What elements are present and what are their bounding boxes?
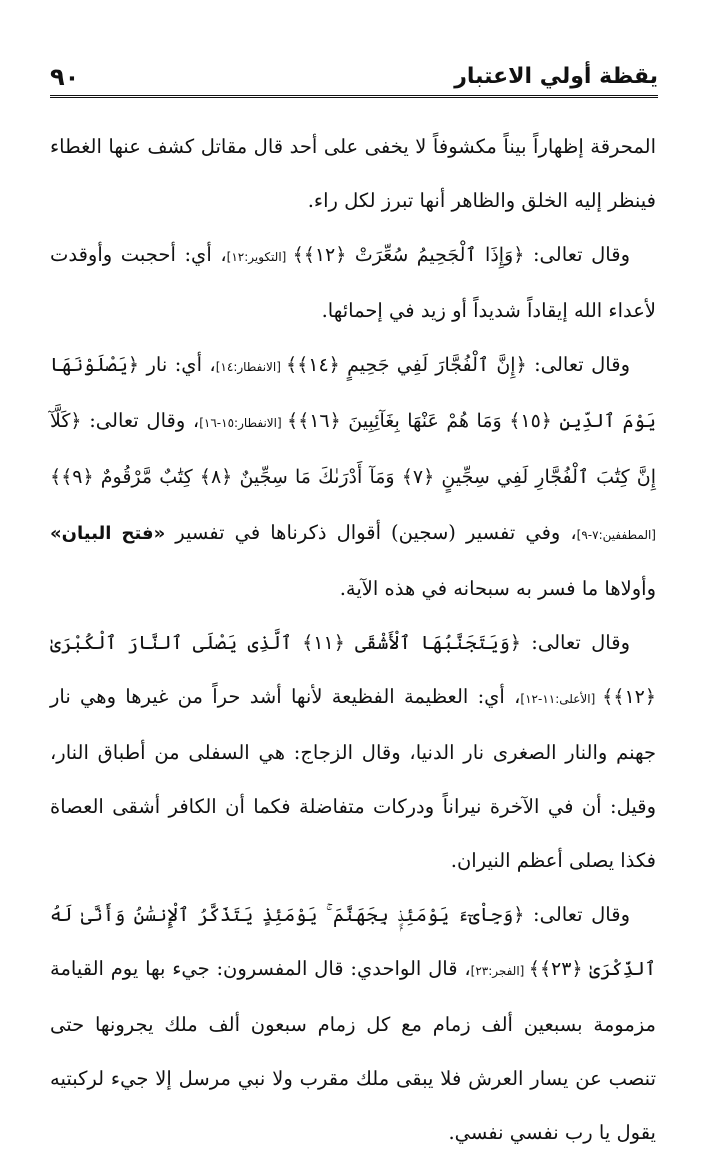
verse-reference: [الفجر:٢٣] [470, 964, 529, 978]
quran-verse: ﴿يَصْلَوْنَهَا يَوْمَ ٱلدِّينِ ﴿١٥﴾ وَمَا هُمْ عَنْهَا بِغَآئِبِينَ ﴿١٦﴾﴾ [50, 354, 657, 432]
paragraph-text: وقال تعالى: [520, 631, 630, 654]
verse-reference: [الانفطار:١٤] [215, 360, 286, 374]
body-text [50, 120, 656, 1160]
quran-verse: ﴿كَلَّآ إِنَّ كِتَٰبَ ٱلْفُجَّارِ لَفِي سِجِّينٍ ﴿٧﴾ وَمَآ أَدْرَىٰكَ مَا سِجِّينٌ ﴿٨﴾ كِتَٰبٌ مَّرْقُومٌ ﴿٩﴾﴾ [50, 410, 656, 488]
paragraph [50, 120, 656, 228]
verse-reference: [التكوير:١٢] [226, 250, 293, 264]
paragraph-text: ، وقال تعالى: [81, 409, 200, 432]
paragraph-text: ، أي: نار [139, 353, 216, 376]
paragraph-text: وأولاها ما فسر به سبحانه في هذه الآية. [339, 577, 656, 600]
verse-reference: [المطففين:٧-٩] [576, 528, 656, 542]
verse-reference: [الأعلى:١١-١٢] [520, 692, 603, 706]
paragraph [50, 616, 656, 888]
page-number: ٩٠ [50, 63, 80, 91]
quran-verse: ﴿وَإِذَا ٱلْجَحِيمُ سُعِّرَتْ ﴿١٢﴾﴾ [292, 244, 525, 266]
paragraph-text: وقال تعالى: [526, 353, 630, 376]
quran-verse: ﴿إِنَّ ٱلْفُجَّارَ لَفِي جَحِيمٍ ﴿١٤﴾﴾ [285, 354, 527, 376]
paragraph-text: ، قال الواحدي: قال المفسرون: جيء بها يوم القيامة مزمومة بسبعين ألف زمام مع كل زمام سبعون ألف ملك يجرونها حتى تنصب عن يسار العرش فلا يبقى ملك مقرب ولا نبي مرسل إلا جيء لركبتيه يقول يا رب نفسي نفسي. [50, 957, 656, 1144]
paragraph [50, 338, 656, 616]
quran-verse: ﴿وَيَتَجَنَّبُهَا ٱلْأَشْقَى ﴿١١﴾ ٱلَّذِى يَصْلَى ٱلنَّارَ ٱلْكُبْرَىٰ ﴿١٢﴾﴾ [50, 632, 656, 708]
paragraph-text: وقال تعالى: [524, 243, 630, 266]
paragraph-text: ، أي: أحجبت وأوقدت لأعداء الله إيقاداً شديداً أو زيد في إحمائها. [50, 243, 656, 322]
paragraph-text: المحرقة إظهاراً بيناً مكشوفاً لا يخفى على أحد قال مقاتل كشف عنها الغطاء فينظر إليه الخلق والظاهر أنها تبرز لكل راء. [50, 135, 656, 212]
running-header [50, 58, 658, 98]
verse-reference: [الانفطار:١٥-١٦] [199, 416, 287, 430]
cited-book-title: «فتح البيان» [50, 523, 166, 544]
paragraph-text: ، أي: العظيمة الفظيعة لأنها أشد حراً من غيرها وهي نار جهنم والنار الصغرى نار الدنيا، وقال الزجاج: هي السفلى من أطباق النار، وقيل: أن في الآخرة نيراناً ودركات متفاضلة فكما أن الكافر أشقى العصاة فكذا يصلى أعظم النيران. [50, 685, 656, 872]
book-title: يقظة أولي الاعتبار [454, 64, 658, 89]
paragraph [50, 888, 656, 1160]
paragraph-text: ، وفي تفسير (سجين) أقوال ذكرناها في تفسير [165, 521, 577, 544]
paragraph-text: وقال تعالى: [524, 903, 630, 926]
paragraph [50, 228, 656, 338]
quran-verse: ﴿وَجِاْىٓءَ يَوْمَئِذٍۭ بِجَهَنَّمَ ۚ يَوْمَئِذٍ يَتَذَكَّرُ ٱلْإِنسَٰنُ وَأَنَّىٰ لَهُ ٱلذِّكْرَىٰ ﴿٢٣﴾﴾ [50, 904, 656, 980]
